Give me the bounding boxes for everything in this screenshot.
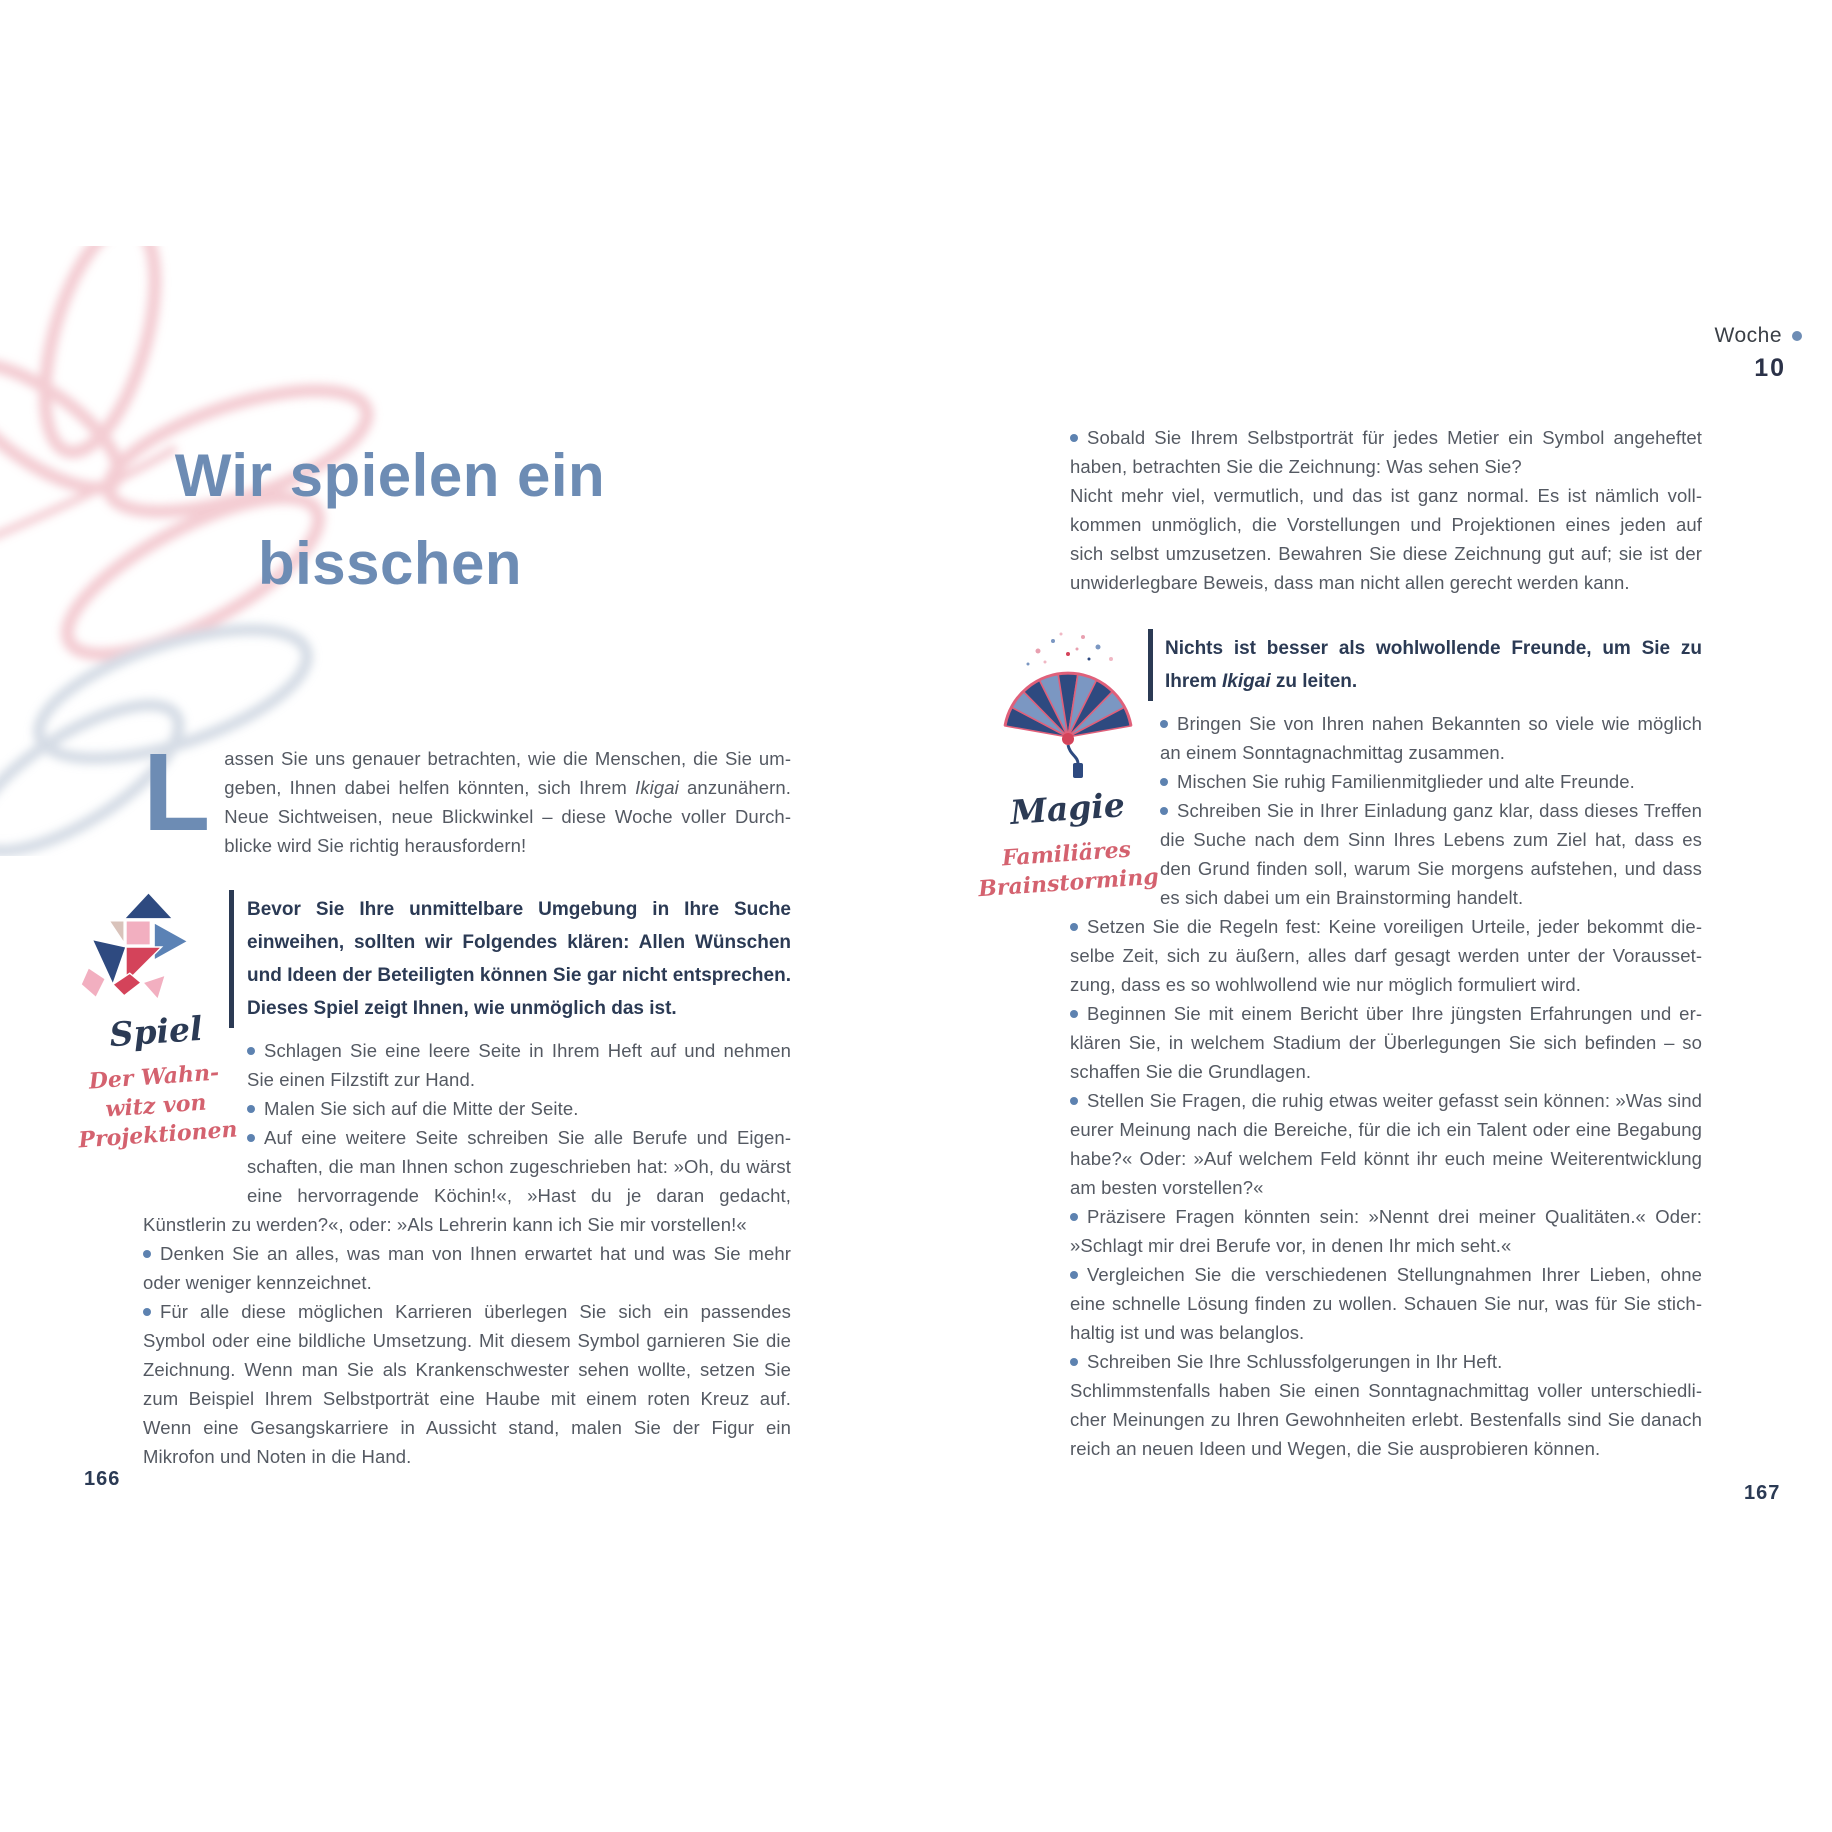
bullet-item xyxy=(1070,999,1702,1086)
spiel-section xyxy=(77,890,791,1471)
bullet-item xyxy=(1070,423,1702,481)
closing-paragraph: Schlimmstenfalls haben Sie einen Sonntagnachmittag voller unterschiedlicher Meinungen zu Ihren Gewohnheiten erlebt. Bestenfalls sind Sie danach reich an neuen Ideen und Wegen, die Sie ausprobieren können. xyxy=(1070,1380,1702,1459)
body-paragraph: Nicht mehr viel, vermutlich, und das ist ganz normal. Es ist nämlich vollkommen unmöglich, die Vorstellungen und Projektionen eines jeden auf sich selbst umzusetzen. Bewahren Sie diese Zeichnung gut auf; sie ist der unwiderlegbare Beweis, dass man nicht allen gerecht werden kann. xyxy=(1070,485,1702,593)
bullet-text: Auf eine weitere Seite schreiben Sie alle Berufe und Eigenschaften, die man Ihnen schon zugeschrieben hat: »Oh, du wärst eine hervorragende Köchin!«, »Hast du je daran gedacht, Künstlerin zu werden?«, oder: »Als Lehrerin kann ich Sie mir vorstellen!« xyxy=(143,1127,791,1235)
bullet-item xyxy=(1070,1347,1702,1376)
lead-text: Nichts ist besser als wohlwollende Freunde, um Sie zu Ihrem xyxy=(1165,638,1702,692)
bullet-text: Sobald Sie Ihrem Selbstporträt für jedes Metier ein Symbol angeheftet haben, betrachten Sie die Zeichnung: Was sehen Sie? xyxy=(1070,427,1702,477)
bullet-text: Bringen Sie von Ihren nahen Bekannten so viele wie möglich an einem Sonntagnachmittag zusammen. xyxy=(1160,713,1702,763)
bullet-dot-icon xyxy=(1070,434,1078,442)
left-page-text-column xyxy=(77,731,792,1471)
chapter-title-line1: Wir spielen ein xyxy=(174,442,606,509)
magie-sublabel xyxy=(973,834,1162,905)
bullet-text: Präzisere Fragen könnten sein: »Nennt drei meiner Qualitäten.« Oder: »Schlagt mir drei Berufe vor, in denen Ihr mich seht.« xyxy=(1070,1206,1702,1256)
bullet-dot-icon xyxy=(143,1250,151,1258)
week-number: 10 xyxy=(1754,354,1786,382)
bullet-item xyxy=(1070,709,1702,767)
bullet-text: Denken Sie an alles, was man von Ihnen erwartet hat und was Sie mehr oder weniger kennzeichnet. xyxy=(143,1243,791,1293)
spiel-margin-column xyxy=(65,890,247,1200)
bullet-text: Schreiben Sie in Ihrer Einladung ganz klar, dass dieses Treffen die Suche nach dem Sinn Ihres Lebens zum Ziel hat, dass es den Grund finden soll, warum Sie morgens aufstehen, und dass es sich dabei um ein Brainstorming handelt. xyxy=(1160,800,1702,908)
week-dot-icon xyxy=(1792,331,1802,341)
bullet-dot-icon xyxy=(143,1308,151,1316)
bullet-item xyxy=(143,1239,791,1297)
bullet-item xyxy=(1070,796,1702,912)
week-header xyxy=(1662,324,1802,383)
bullet-text: Mischen Sie ruhig Familienmitglieder und alte Freunde. xyxy=(1177,771,1635,792)
spiel-lead-paragraph: Bevor Sie Ihre unmittelbare Umgebung in Ihre Suche einweihen, sollten wir Folgendes klären: Allen Wünschen und Ideen der Beteiligten können Sie gar nicht entsprechen. Dieses Spiel zeigt Ihnen, wie unmöglich das ist. xyxy=(229,890,791,1028)
bullet-text: Beginnen Sie mit einem Bericht über Ihre jüngsten Erfahrungen und erklären Sie, in welchem Stadium der Überlegungen Sie sich befinden – so schaffen Sie die Grundlagen. xyxy=(1070,1003,1702,1082)
spiel-sublabel-line: Der Wahn- xyxy=(87,1059,220,1095)
magie-label: Magie xyxy=(1009,785,1126,832)
bullet-dot-icon xyxy=(1070,1213,1078,1221)
bullet-dot-icon xyxy=(1160,807,1168,815)
bullet-dot-icon xyxy=(1160,720,1168,728)
bullet-text: Vergleichen Sie die verschiedenen Stellungnahmen Ihrer Lieben, ohne eine schnelle Lösung finden zu wollen. Schauen Sie nur, was für Sie stichhaltig ist und was belanglos. xyxy=(1070,1264,1702,1343)
page-number-left: 166 xyxy=(84,1468,121,1490)
bullet-dot-icon xyxy=(1070,1358,1078,1366)
bullet-item xyxy=(1070,767,1702,796)
ikigai-italic: Ikigai xyxy=(1222,671,1271,692)
bullet-item xyxy=(1070,1086,1702,1202)
week-label: Woche xyxy=(1714,324,1782,347)
bullet-text: Stellen Sie Fragen, die ruhig etwas weiter gefasst sein können: »Was sind eurer Meinung nach die Bereiche, für die ich ein Talent oder eine Begabung habe?« Oder: »Auf welchem Feld könnt ihr euch meine Weiterentwicklung am besten vorstellen?« xyxy=(1070,1090,1702,1198)
bullet-text: Schreiben Sie Ihre Schlussfolgerungen in Ihr Heft. xyxy=(1087,1351,1503,1372)
bullet-text: Malen Sie sich auf die Mitte der Seite. xyxy=(264,1098,579,1119)
magie-margin-column xyxy=(975,629,1160,911)
intro-paragraph xyxy=(143,731,792,860)
intro-text-end: anzunähern. Neue Sichtweisen, neue Blickwinkel – diese Woche voller Durchblicke wird Sie richtig herausfordern! xyxy=(224,777,792,856)
magie-lead-paragraph xyxy=(1148,629,1702,701)
bullet-dot-icon xyxy=(1160,778,1168,786)
bullet-item xyxy=(1070,912,1702,999)
bullet-dot-icon xyxy=(247,1047,255,1055)
bullet-item xyxy=(143,1297,791,1471)
right-page-text-column xyxy=(977,423,1702,1463)
drop-cap: L xyxy=(143,731,211,854)
chapter-title xyxy=(75,432,705,608)
magie-sublabel-line: Familiäres xyxy=(1001,836,1132,872)
spiel-sublabel-line: Projektionen xyxy=(77,1116,239,1154)
spiel-sublabel-line: witz von xyxy=(104,1089,208,1123)
bullet-text: Für alle diese möglichen Karrieren überlegen Sie sich ein passendes Symbol oder eine bildliche Umsetzung. Mit diesem Symbol garnieren Sie die Zeichnung. Wenn man Sie als Krankenschwester sehen wollte, setzen Sie zum Beispiel Ihrem Selbstporträt eine Haube mit einem roten Kreuz auf. Wenn eine Gesangskarriere in Aussicht stand, malen Sie der Figur ein Mikrofon und Noten in die Hand. xyxy=(143,1301,791,1467)
bullet-item xyxy=(1070,1260,1702,1347)
intro-text: assen Sie uns genauer betrachten, wie die Menschen, die Sie umgeben, Ihnen dabei helfen könnten, sich Ihrem xyxy=(224,748,791,798)
magie-sublabel-line: Brainstorming xyxy=(977,863,1160,903)
lead-text-end: zu leiten. xyxy=(1270,671,1358,692)
bullet-item xyxy=(1070,1202,1702,1260)
spiel-label: Spiel xyxy=(108,1008,204,1055)
bullet-dot-icon xyxy=(1070,1271,1078,1279)
bullet-dot-icon xyxy=(1070,1010,1078,1018)
ikigai-italic: Ikigai xyxy=(635,777,679,798)
magie-section xyxy=(977,629,1702,1463)
tangram-bird-icon xyxy=(65,890,247,1004)
bullet-text: Setzen Sie die Regeln fest: Keine voreiligen Urteile, jeder bekommt dieselbe Zeit, sich zu äußern, alles darf gesagt werden unter der Voraussetzung, dass es so wohlwollend wie nur möglich formuliert wird. xyxy=(1070,916,1702,995)
bullet-dot-icon xyxy=(1070,923,1078,931)
hand-fan-icon xyxy=(975,629,1160,781)
bullet-text: Schlagen Sie eine leere Seite in Ihrem Heft auf und nehmen Sie einen Filzstift zur Hand. xyxy=(247,1040,791,1090)
page-number-right: 167 xyxy=(1744,1482,1781,1504)
bullet-dot-icon xyxy=(247,1105,255,1113)
chapter-title-line2: bisschen xyxy=(257,530,523,597)
bullet-dot-icon xyxy=(1070,1097,1078,1105)
spiel-sublabel xyxy=(62,1057,250,1156)
